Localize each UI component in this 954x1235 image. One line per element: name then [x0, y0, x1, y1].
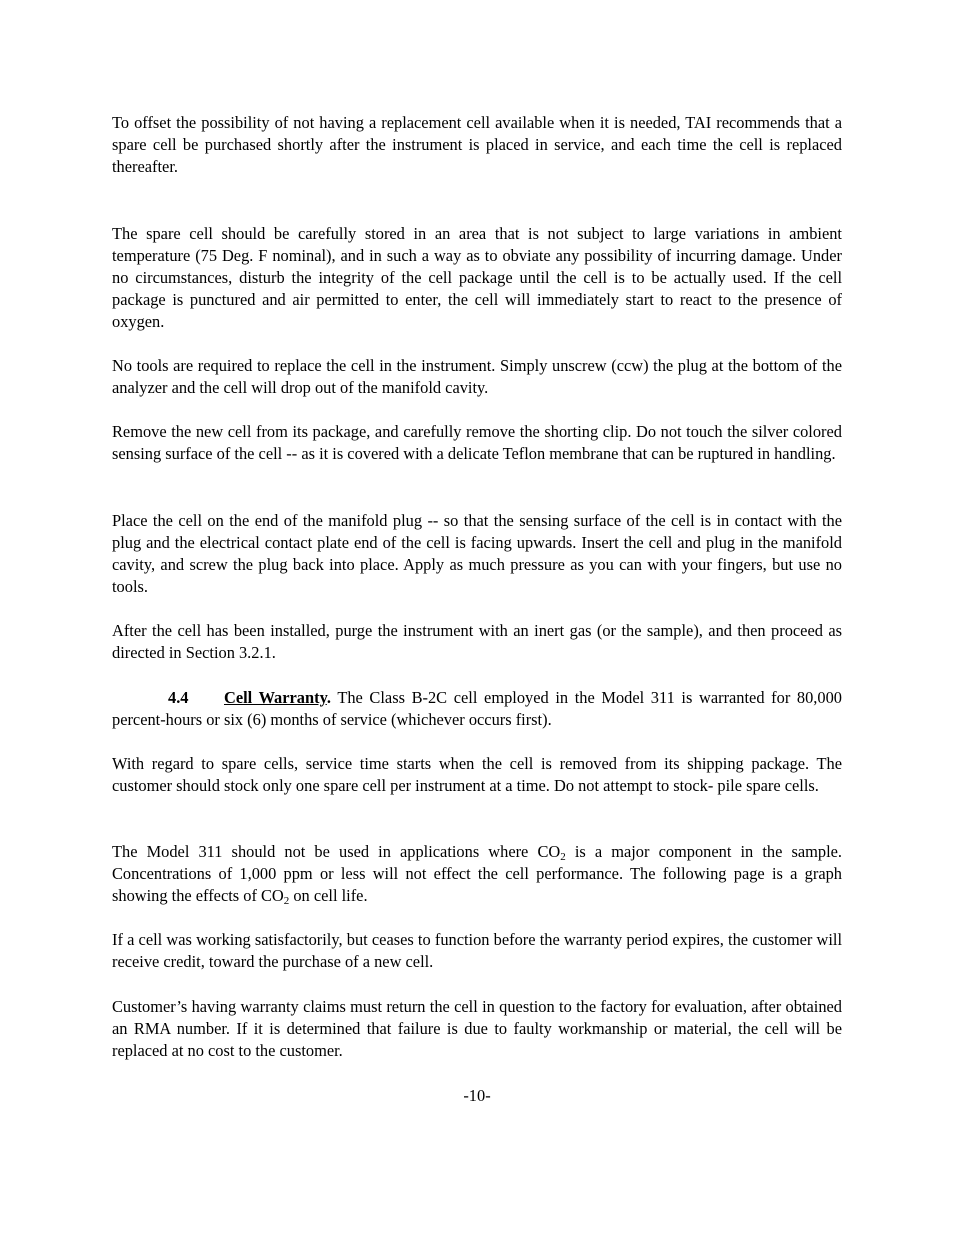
paragraph-spare-cells-service-time: With regard to spare cells, service time starts when the cell is removed from its shipping package. The customer should stock only one spare cell per instrument at a time. Do not attempt to stock- pile spare cells. [112, 754, 842, 795]
paragraph-warranty-credit: If a cell was working satisfactorily, but ceases to function before the warranty period expires, the customer will receive credit, toward the purchase of a new cell. [112, 930, 842, 971]
paragraph-no-tools-required: No tools are required to replace the cell in the instrument. Simply unscrew (ccw) the plug at the bottom of the analyzer and the cell will drop out of the manifold cavity. [112, 356, 842, 397]
section-title: Cell Warranty [224, 688, 327, 707]
section-cell-warranty [112, 687, 842, 731]
section-number: 4.4 [168, 688, 189, 707]
paragraph-co2-warning [112, 841, 842, 907]
paragraph-spare-cell-storage: The spare cell should be carefully stored in an area that is not subject to large variations in ambient temperature (75 Deg. F nominal), and in such a way as to obviate any possibility of incurring damage. Under no circumstances, disturb the integrity of the cell package until the cell is to be actually used. If the cell package is punctured and air permitted to enter, the cell will immediately start to react to the presence of oxygen. [112, 224, 842, 331]
section-title-dot: . [326, 688, 331, 707]
page-number: -10- [463, 1086, 491, 1105]
co2-text-part3: on cell life. [289, 886, 368, 905]
paragraph-place-cell: Place the cell on the end of the manifold plug -- so that the sensing surface of the cell is in contact with the plug and the electrical contact plate end of the cell is facing upwards. Insert the cell and plug in the manifold cavity, and screw the plug back into place. Apply as much pressure as you can with your fingers, but use no tools. [112, 511, 842, 596]
paragraph-spare-cell-recommendation: To offset the possibility of not having a replacement cell available when it is needed, TAI recommends that a spare cell be purchased shortly after the instrument is placed in service, and each time the cell is replaced thereafter. [112, 113, 842, 176]
section-text: The Class B-2C cell employed in the Model 311 is warranted for 80,000 percent-hours or six (6) months of service (whichever occurs first). [112, 688, 842, 729]
co2-text-part2: is a major component in the sample. Concentrations of 1,000 ppm or less will not effect the cell performance. The following page is a graph showing the effects of CO [112, 842, 843, 905]
paragraph-purge-instrument: After the cell has been installed, purge the instrument with an inert gas (or the sample), and then proceed as directed in Section 3.2.1. [112, 621, 842, 662]
paragraph-warranty-claims: Customer’s having warranty claims must return the cell in question to the factory for evaluation, after obtained an RMA number. If it is determined that failure is due to faulty workmanship or material, the cell will be replaced at no cost to the customer. [112, 997, 842, 1060]
co2-subscript-1: 2 [560, 851, 566, 863]
co2-subscript-2: 2 [283, 895, 290, 907]
paragraph-remove-new-cell: Remove the new cell from its package, and carefully remove the shorting clip. Do not touch the silver colored sensing surface of the cell -- as it is covered with a delicate Teflon membrane that can be ruptured in handling. [112, 422, 842, 463]
co2-text-part1: The Model 311 should not be used in applications where CO [112, 842, 561, 861]
